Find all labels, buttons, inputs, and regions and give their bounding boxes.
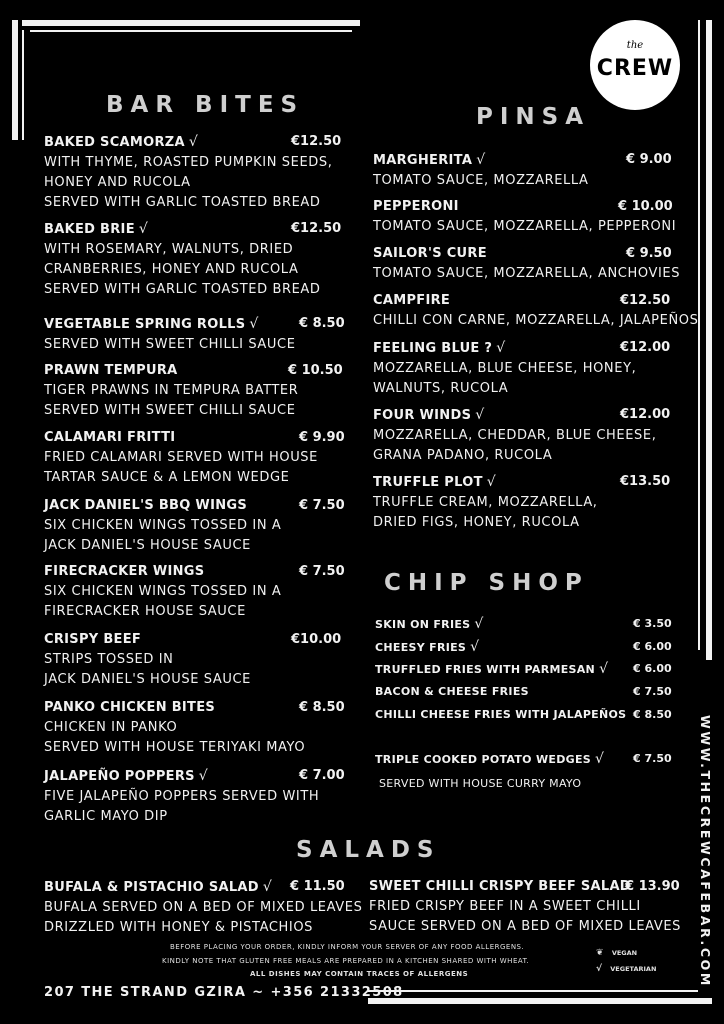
menu-item (44, 877, 362, 938)
menu-item-price: €13.50 (620, 474, 671, 489)
menu-item-name (44, 766, 319, 787)
menu-item (373, 244, 680, 284)
menu-item-price: € 8.50 (633, 708, 672, 721)
menu-item-price: € 7.50 (633, 752, 672, 765)
legend-vegetarian (596, 964, 656, 974)
menu-item (375, 682, 672, 702)
frame-left-bar-thick (12, 20, 18, 140)
menu-item-description: BUFALA SERVED ON A BED OF MIXED LEAVES (44, 900, 363, 915)
menu-item (44, 766, 345, 827)
menu-item-price: € 9.50 (626, 246, 672, 261)
frame-right-bar-thin (698, 20, 700, 650)
menu-item-name (375, 614, 484, 635)
leaf-icon: ❦ (596, 948, 604, 958)
menu-item-description: CHICKEN IN PANKO (44, 720, 178, 735)
menu-item-name-text: FEELING BLUE ? (373, 341, 493, 356)
menu-item-description: JACK DANIEL'S HOUSE SAUCE (44, 672, 251, 687)
menu-item-name (44, 630, 251, 650)
allergen-note-3: ALL DISHES MAY CONTAIN TRACES OF ALLERGENS (250, 970, 469, 978)
menu-item-description: SIX CHICKEN WINGS TOSSED IN A (44, 518, 282, 533)
menu-item-description: GRANA PADANO, RUCOLA (373, 448, 553, 463)
menu-item (44, 562, 345, 622)
menu-item-description: WITH THYME, ROASTED PUMPKIN SEEDS, (44, 155, 333, 170)
menu-item-name (375, 682, 529, 702)
leaf-icon: √ (198, 768, 209, 784)
menu-item (373, 150, 672, 191)
menu-item-name (373, 472, 598, 493)
menu-item-name (375, 637, 479, 658)
menu-item-name-text: PANKO CHICKEN BITES (44, 700, 216, 715)
menu-item-description: SERVED WITH GARLIC TOASTED BREAD (44, 195, 321, 210)
allergen-note-1: BEFORE PLACING YOUR ORDER, KINDLY INFORM YOUR SERVER OF ANY FOOD ALLERGENS. (170, 943, 525, 951)
menu-item (44, 314, 345, 355)
v-icon: √ (596, 964, 603, 974)
menu-item-description: SIX CHICKEN WINGS TOSSED IN A (44, 584, 282, 599)
menu-item-description: SERVED WITH GARLIC TOASTED BREAD (44, 282, 321, 297)
legend-vegetarian-label: VEGETARIAN (610, 965, 657, 973)
menu-item-name-text: SAILOR'S CURE (373, 246, 487, 261)
menu-item-description: JACK DANIEL'S HOUSE SAUCE (44, 538, 251, 553)
menu-item-price: €12.50 (291, 134, 342, 149)
menu-item-description: DRIZZLED WITH HONEY & PISTACHIOS (44, 920, 314, 935)
menu-item (44, 428, 345, 488)
menu-item-name (44, 132, 332, 153)
menu-item-name (375, 705, 626, 725)
menu-item (373, 291, 698, 331)
address: 207 THE STRAND GZIRA ~ +356 21332508 (44, 985, 404, 1000)
menu-item-description: STRIPS TOSSED IN (44, 652, 174, 667)
menu-item-name (44, 496, 281, 516)
menu-item-description: MOZZARELLA, CHEDDAR, BLUE CHEESE, (373, 428, 657, 443)
leaf-icon: √ (249, 316, 259, 332)
menu-item (44, 132, 342, 213)
menu-item (373, 472, 671, 533)
menu-item-price: € 9.00 (626, 152, 672, 167)
menu-item (369, 877, 681, 937)
frame-top-bar-thin (30, 30, 352, 32)
menu-item-name (44, 428, 318, 448)
leaf-icon: √ (496, 340, 506, 356)
menu-item-description: CRANBERRIES, HONEY AND RUCOLA (44, 262, 299, 277)
menu-item (44, 630, 342, 690)
leaf-icon: √ (595, 751, 605, 767)
logo-crew: CREW (596, 56, 674, 81)
leaf-icon: √ (474, 616, 484, 632)
menu-item-name (375, 749, 604, 770)
menu-item-description: FIVE JALAPEÑO POPPERS SERVED WITH (44, 789, 320, 804)
leaf-icon: √ (486, 474, 496, 490)
menu-item-price: € 3.50 (633, 617, 672, 630)
leaf-icon: √ (475, 407, 485, 423)
menu-item-name (373, 338, 636, 359)
menu-item-name-text: CAMPFIRE (373, 293, 451, 308)
menu-item-description: CHILLI CON CARNE, MOZZARELLA, JALAPEÑOS (373, 313, 699, 328)
menu-item-description: SERVED WITH SWEET CHILLI SAUCE (44, 337, 296, 352)
chip-shop-title: CHIP SHOP (384, 570, 589, 596)
menu-item-name-text: TRUFFLED FRIES WITH PARMESAN (375, 663, 596, 676)
menu-item-name-text: BAKED SCAMORZA (44, 135, 185, 150)
menu-item-price: € 6.00 (633, 662, 672, 675)
menu-item-name (44, 698, 305, 718)
menu-item-price: € 7.50 (299, 564, 345, 579)
menu-item-name-text: CRISPY BEEF (44, 632, 142, 647)
menu-item-name (373, 150, 589, 171)
frame-left-bar-thin (22, 30, 24, 140)
menu-item (373, 197, 676, 237)
menu-item-name (44, 219, 321, 240)
menu-item-description: FRIED CRISPY BEEF IN A SWEET CHILLI (369, 899, 641, 914)
legend-vegan (596, 948, 637, 958)
menu-item-name-text: CHEESY FRIES (375, 641, 467, 654)
menu-item (375, 637, 672, 658)
menu-item-name-text: FIRECRACKER WINGS (44, 564, 205, 579)
menu-item-name-text: JALAPEÑO POPPERS (44, 769, 195, 784)
menu-item-description: SERVED WITH HOUSE CURRY MAYO (379, 777, 582, 790)
menu-item-price: €10.00 (291, 632, 342, 647)
menu-item (373, 338, 671, 399)
website-url[interactable]: WWW.THECREWCAFEBAR.COM (698, 715, 713, 988)
menu-item-price: €12.00 (620, 340, 671, 355)
frame-right-bar-thick (706, 20, 712, 660)
menu-item (373, 405, 671, 466)
menu-item (375, 749, 672, 794)
menu-item (44, 698, 345, 758)
menu-item-description: SERVED WITH HOUSE TERIYAKI MAYO (44, 740, 306, 755)
menu-item-price: €12.50 (620, 293, 671, 308)
menu-item-price: €12.50 (291, 221, 342, 236)
legend-vegan-label: VEGAN (611, 949, 638, 957)
bar-bites-title: BAR BITES (106, 92, 305, 118)
leaf-icon: √ (599, 661, 609, 677)
menu-item-description: TOMATO SAUCE, MOZZARELLA, ANCHOVIES (373, 266, 681, 281)
menu-item-description: SAUCE SERVED ON A BED OF MIXED LEAVES (369, 919, 681, 934)
menu-item-name-text: SKIN ON FRIES (375, 618, 471, 631)
menu-item-name-text: PEPPERONI (373, 199, 459, 214)
menu-item-name (44, 314, 296, 335)
menu-item-name (373, 405, 656, 426)
allergen-note-2: KINDLY NOTE THAT GLUTEN FREE MEALS ARE PREPARED IN A KITCHEN SHARED WITH WHEAT. (162, 957, 530, 965)
menu-item-price: € 11.50 (290, 879, 345, 894)
salads-title: SALADS (296, 837, 441, 863)
frame-bottom-bar-thick (368, 998, 712, 1004)
menu-item-price: € 13.90 (625, 879, 680, 894)
menu-item-price: € 10.50 (288, 363, 343, 378)
leaf-icon: √ (138, 221, 149, 237)
menu-item-description: GARLIC MAYO DIP (44, 809, 168, 824)
menu-item-description: TIGER PRAWNS IN TEMPURA BATTER (44, 383, 299, 398)
leaf-icon: √ (470, 639, 480, 655)
menu-item-name-text: BUFALA & PISTACHIO SALAD (44, 880, 259, 895)
menu-item-description: TRUFFLE CREAM, MOZZARELLA, (373, 495, 598, 510)
menu-item-name-text: CALAMARI FRITTI (44, 430, 176, 445)
menu-item-name (44, 361, 298, 381)
menu-item-name-text: TRIPLE COOKED POTATO WEDGES (375, 753, 592, 766)
menu-item (44, 219, 342, 300)
logo-the: the (626, 40, 644, 51)
menu-item-description: DRIED FIGS, HONEY, RUCOLA (373, 515, 580, 530)
frame-top-bar-thick (22, 20, 360, 26)
menu-item (375, 659, 672, 680)
menu-item-name-text: VEGETABLE SPRING ROLLS (44, 317, 246, 332)
menu-item-price: € 7.00 (299, 768, 345, 783)
menu-item-description: TOMATO SAUCE, MOZZARELLA, PEPPERONI (373, 219, 677, 234)
menu-item-description: FIRECRACKER HOUSE SAUCE (44, 604, 246, 619)
frame-bottom-bar-thin (368, 990, 698, 992)
menu-item-name-text: BACON & CHEESE FRIES (375, 685, 529, 698)
menu-item-description: MOZZARELLA, BLUE CHEESE, HONEY, (373, 361, 637, 376)
menu-item-name-text: PRAWN TEMPURA (44, 363, 178, 378)
menu-item-name-text: TRUFFLE PLOT (373, 475, 483, 490)
menu-item (44, 496, 345, 556)
pinsa-title: PINSA (476, 104, 591, 130)
menu-item-name (44, 562, 281, 582)
menu-item-price: € 8.50 (299, 700, 345, 715)
menu-item-name-text: FOUR WINDS (373, 408, 472, 423)
leaf-icon: √ (262, 879, 273, 895)
menu-item-name-text: JACK DANIEL'S BBQ WINGS (44, 498, 248, 513)
menu-item-name-text: CHILLI CHEESE FRIES WITH JALAPEÑOS (375, 708, 627, 721)
menu-item (375, 614, 672, 635)
menu-item (44, 361, 343, 421)
menu-item-description: SERVED WITH SWEET CHILLI SAUCE (44, 403, 296, 418)
menu-item-name-text: SWEET CHILLI CRISPY BEEF SALAD (369, 879, 631, 894)
menu-item-description: WALNUTS, RUCOLA (373, 381, 509, 396)
menu-item-price: € 6.00 (633, 640, 672, 653)
menu-item-price: € 9.90 (299, 430, 345, 445)
menu-item-description: HONEY AND RUCOLA (44, 175, 191, 190)
menu-item-price: € 7.50 (299, 498, 345, 513)
menu-item (375, 705, 672, 725)
menu-item-description: WITH ROSEMARY, WALNUTS, DRIED (44, 242, 294, 257)
leaf-icon: √ (188, 134, 199, 150)
leaf-icon: √ (476, 152, 486, 168)
menu-item-price: € 8.50 (299, 316, 345, 331)
menu-item-name-text: BAKED BRIE (44, 222, 135, 237)
menu-item-name-text: MARGHERITA (373, 153, 473, 168)
menu-item-name (375, 659, 608, 680)
menu-item-price: € 7.50 (633, 685, 672, 698)
menu-item-description: TARTAR SAUCE & A LEMON WEDGE (44, 470, 290, 485)
menu-item-description: FRIED CALAMARI SERVED WITH HOUSE (44, 450, 318, 465)
menu-item-description: TOMATO SAUCE, MOZZARELLA (373, 173, 589, 188)
menu-item-price: €12.00 (620, 407, 671, 422)
logo (590, 20, 680, 110)
menu-item-price: € 10.00 (618, 199, 673, 214)
